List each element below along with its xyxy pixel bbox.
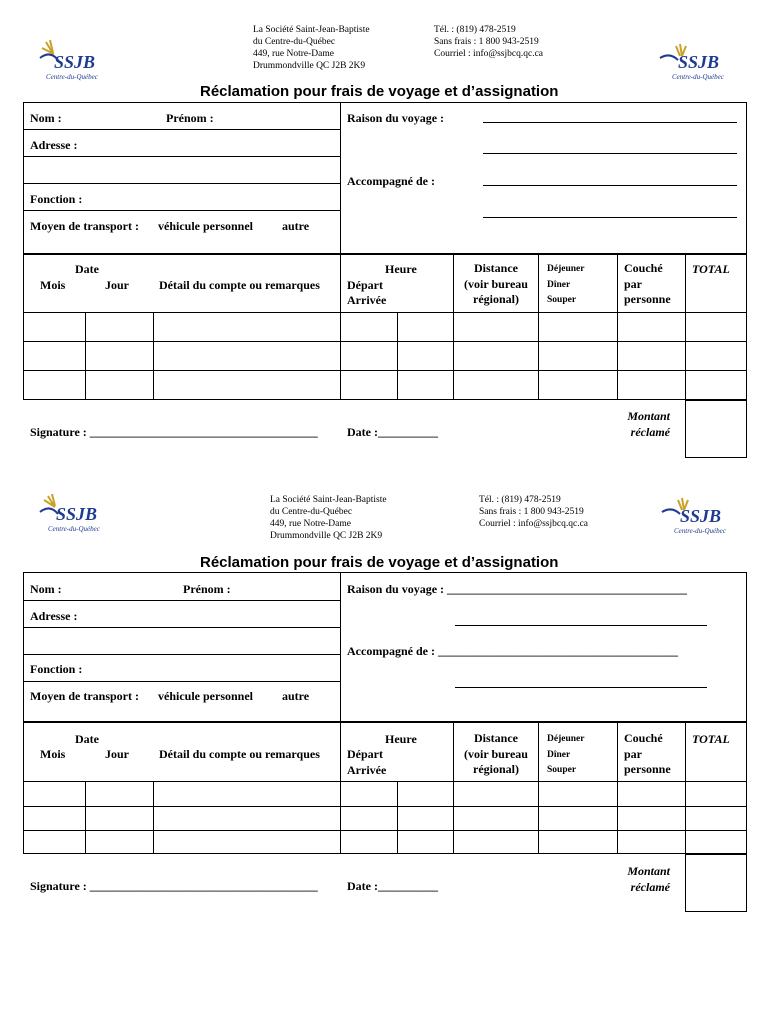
ssjb-logo-icon xyxy=(36,38,106,82)
form-title: Réclamation pour frais de voyage et d’assignation xyxy=(200,83,559,100)
prenom-label: Prénom : xyxy=(183,582,231,596)
col-depart: Départ xyxy=(347,747,383,761)
signature-field[interactable]: Signature : ______________________________________ xyxy=(30,425,318,439)
date-field[interactable]: Date :__________ xyxy=(347,425,438,439)
col-detail: Détail du compte ou remarques xyxy=(159,278,320,292)
logo-text: SSJB xyxy=(54,52,96,72)
logo-text: SSJB xyxy=(56,504,98,524)
col-heure: Heure xyxy=(385,262,417,276)
col-heure: Heure xyxy=(385,732,417,746)
raison-field[interactable]: Raison du voyage : ________________________________________ xyxy=(347,582,688,596)
ssjb-logo-left xyxy=(36,492,106,536)
accompagne-field[interactable]: Accompagné de : ________________________________________ xyxy=(347,644,678,658)
org-address: La Société Saint-Jean-Baptiste du Centre-du-Québec 449, rue Notre-Dame Drummondville QC J2B 2K9 xyxy=(270,495,387,541)
col-arrivee: Arrivée xyxy=(347,293,387,307)
col-mois: Mois xyxy=(40,747,66,761)
col-jour: Jour xyxy=(105,747,129,761)
raison-label: Raison du voyage : xyxy=(347,111,445,125)
col-arrivee: Arrivée xyxy=(347,763,387,777)
org-contact: Tél. : (819) 478-2519 Sans frais : 1 800 943-2519 Courriel : info@ssjbcq.qc.ca xyxy=(434,25,543,59)
accompagne-line[interactable] xyxy=(483,185,737,186)
col-total: TOTAL xyxy=(692,262,730,276)
vehicule-option[interactable]: véhicule personnel xyxy=(158,689,253,703)
col-depart: Départ xyxy=(347,278,383,292)
col-distance: Distance (voir bureau régional) xyxy=(464,261,528,306)
col-mois: Mois xyxy=(40,278,66,292)
ssjb-logo-right xyxy=(660,494,730,538)
col-total: TOTAL xyxy=(692,732,730,746)
col-jour: Jour xyxy=(105,278,129,292)
fonction-label: Fonction : xyxy=(30,192,83,206)
col-detail: Détail du compte ou remarques xyxy=(159,747,320,761)
vehicule-option[interactable]: véhicule personnel xyxy=(158,219,253,233)
col-date: Date xyxy=(75,262,99,276)
accompagne-line-2[interactable] xyxy=(455,687,707,688)
col-distance: Distance (voir bureau régional) xyxy=(464,731,528,776)
prenom-label: Prénom : xyxy=(166,111,214,125)
col-date: Date xyxy=(75,732,99,746)
logo-subtext: Centre-du-Québec xyxy=(46,73,98,81)
adresse-label: Adresse : xyxy=(30,138,78,152)
raison-line-2[interactable] xyxy=(455,625,707,626)
org-contact: Tél. : (819) 478-2519 Sans frais : 1 800 943-2519 Courriel : info@ssjbcq.qc.ca xyxy=(479,495,588,529)
logo-subtext: Centre-du-Québec xyxy=(672,73,724,81)
accompagne-label: Accompagné de : xyxy=(347,174,435,188)
fonction-label: Fonction : xyxy=(30,662,83,676)
adresse-label: Adresse : xyxy=(30,609,78,623)
col-repas: Déjeuner Dîner Souper xyxy=(547,264,585,305)
logo-text: SSJB xyxy=(678,52,720,72)
ssjb-logo-left xyxy=(36,38,106,82)
ssjb-logo-icon xyxy=(36,492,106,536)
date-field[interactable]: Date :__________ xyxy=(347,879,438,893)
nom-label: Nom : xyxy=(30,111,62,125)
ssjb-logo-right xyxy=(658,40,728,84)
col-couche: Couché par personne xyxy=(624,731,671,776)
logo-text: SSJB xyxy=(680,506,722,526)
ssjb-logo-icon xyxy=(660,494,730,538)
accompagne-line-2[interactable] xyxy=(483,217,737,218)
org-address: La Société Saint-Jean-Baptiste du Centre-du-Québec 449, rue Notre-Dame Drummondville QC J2B 2K9 xyxy=(253,25,370,71)
autre-option[interactable]: autre xyxy=(282,219,310,233)
raison-line-2[interactable] xyxy=(483,153,737,154)
autre-option[interactable]: autre xyxy=(282,689,310,703)
montant-box[interactable] xyxy=(685,400,747,458)
col-couche: Couché par personne xyxy=(624,261,671,306)
form-title: Réclamation pour frais de voyage et d’assignation xyxy=(200,554,559,571)
raison-line[interactable] xyxy=(483,122,737,123)
ssjb-logo-icon xyxy=(658,40,728,84)
transport-label: Moyen de transport : xyxy=(30,219,139,233)
col-repas: Déjeuner Dîner Souper xyxy=(547,734,585,775)
logo-subtext: Centre-du-Québec xyxy=(674,527,726,535)
transport-label: Moyen de transport : xyxy=(30,689,139,703)
montant-label: Montant réclamé xyxy=(627,409,670,439)
nom-label: Nom : xyxy=(30,582,62,596)
logo-subtext: Centre-du-Québec xyxy=(48,525,100,533)
montant-box[interactable] xyxy=(685,854,747,912)
montant-label: Montant réclamé xyxy=(627,864,670,894)
signature-field[interactable]: Signature : ______________________________________ xyxy=(30,879,318,893)
